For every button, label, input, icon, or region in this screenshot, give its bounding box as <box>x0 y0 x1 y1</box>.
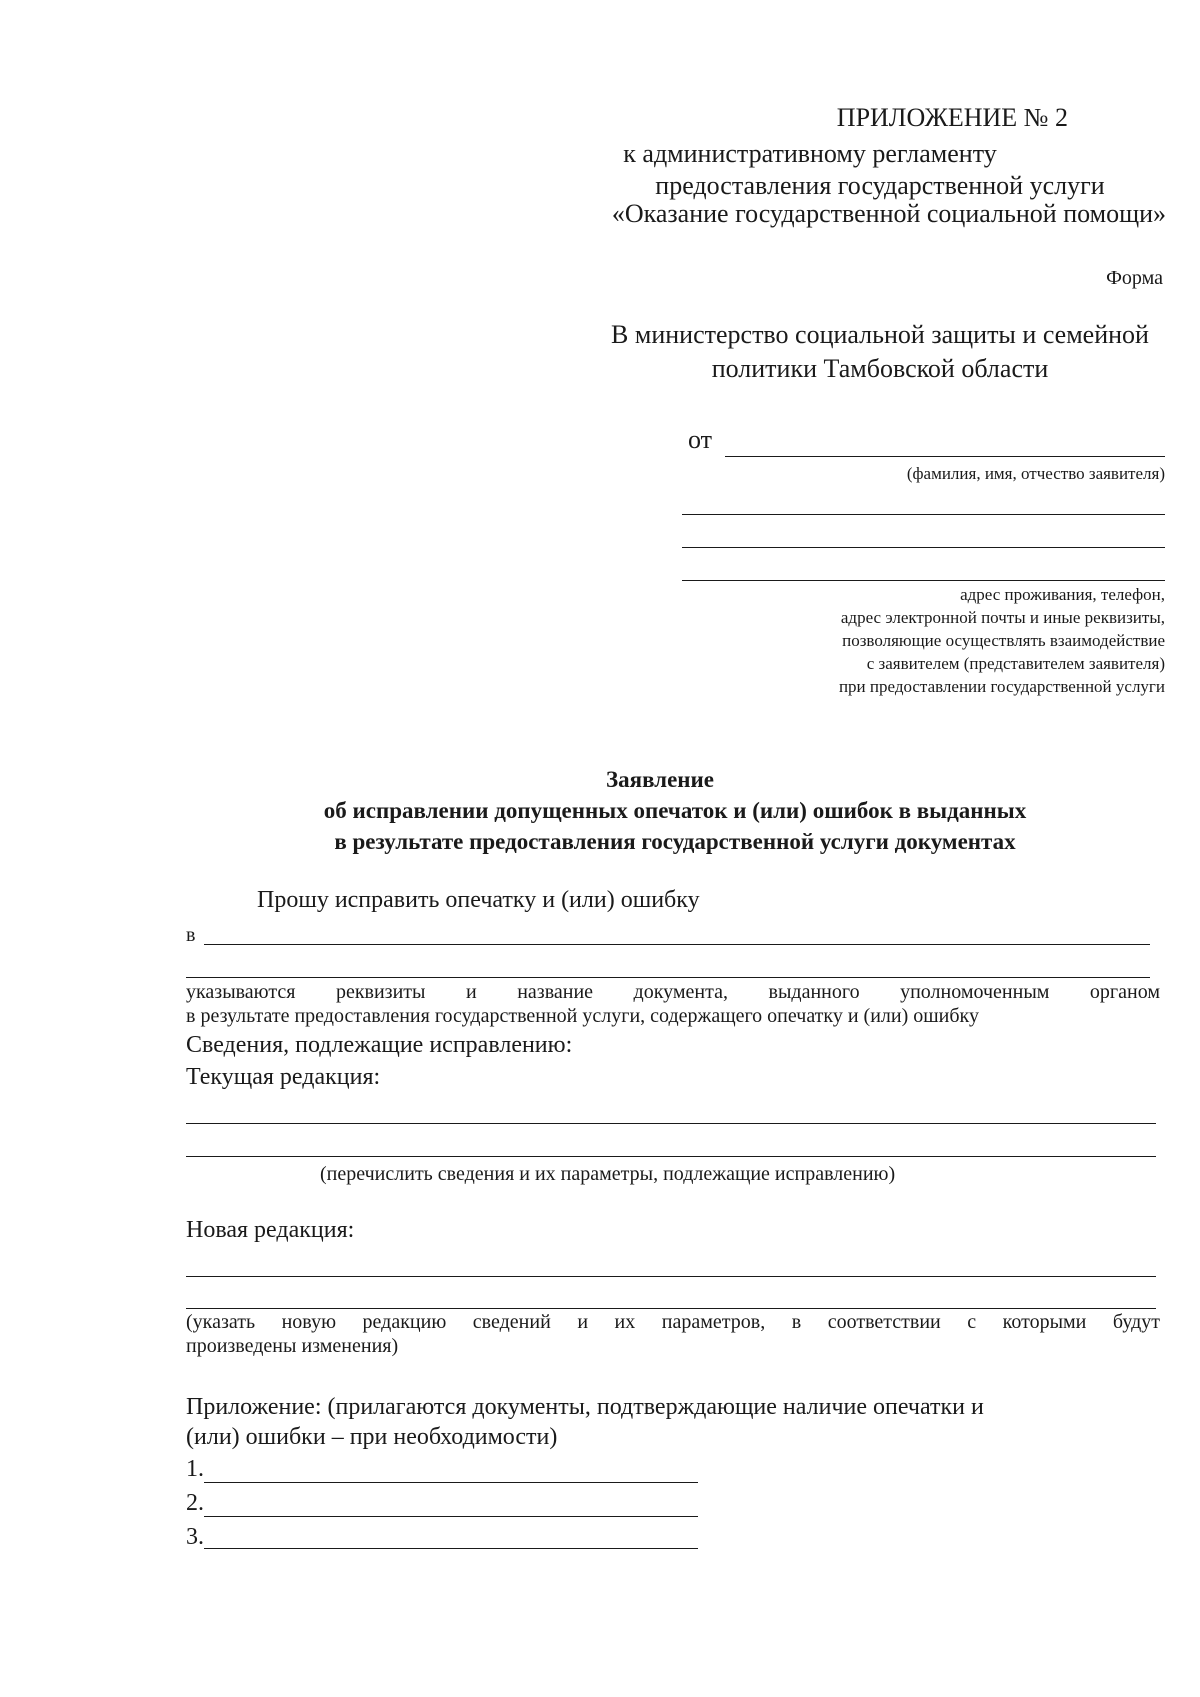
attachment-item-1-field[interactable] <box>204 1482 698 1483</box>
current-version-label: Текущая редакция: <box>186 1064 381 1090</box>
annex-number: ПРИЛОЖЕНИЕ № 2 <box>836 103 1068 132</box>
attachments-line1: Приложение: (прилагаются документы, подтверждающие наличие опечатки и <box>186 1394 984 1420</box>
annex-header <box>468 102 1068 134</box>
new-version-field-2[interactable] <box>186 1308 1156 1309</box>
attachment-item-1-number: 1. <box>186 1456 204 1482</box>
new-version-hint-line2: произведены изменения) <box>186 1335 399 1357</box>
addressee-line2: политики Тамбовской области <box>711 354 1049 383</box>
new-version-label: Новая редакция: <box>186 1217 355 1243</box>
new-version-hint <box>186 1310 1160 1358</box>
document-hint-line2: в результате предоставления государственной услуги, содержащего опечатку и (или) ошибку <box>186 1005 979 1027</box>
request-in-prefix: в <box>186 924 196 946</box>
current-version-field-1[interactable] <box>186 1123 1156 1124</box>
attachments-line2: (или) ошибки – при необходимости) <box>186 1424 558 1450</box>
current-version-hint: (перечислить сведения и их параметры, подлежащие исправлению) <box>320 1163 896 1185</box>
applicant-contact-hint <box>645 583 1165 698</box>
document-title <box>240 764 1110 857</box>
attachment-item-2-field[interactable] <box>204 1516 698 1517</box>
from-prefix: от <box>688 425 713 454</box>
contact-hint-line: при предоставлении государственной услуги <box>838 677 1165 696</box>
addressee-line1: В министерство социальной защиты и семейной <box>611 320 1149 349</box>
annex-service-name: «Оказание государственной социальной помощи» <box>611 199 1166 228</box>
applicant-contact-field-1[interactable] <box>682 514 1165 515</box>
document-hint <box>186 980 1160 1028</box>
title-line3: в результате предоставления государственной услуги документах <box>334 829 1016 854</box>
document-hint-line1: указываются реквизиты и название документа, выданного уполномоченным органом <box>186 981 1160 1003</box>
request-text: Прошу исправить опечатку и (или) ошибку <box>257 887 700 913</box>
contact-hint-line: адрес проживания, телефон, <box>960 585 1165 604</box>
annex-reference <box>540 138 1180 202</box>
applicant-name-hint: (фамилия, имя, отчество заявителя) <box>906 464 1165 483</box>
attachments-text <box>186 1392 1166 1452</box>
applicant-name-field[interactable] <box>725 456 1165 457</box>
addressee <box>560 318 1200 386</box>
form-label: Форма <box>1106 267 1163 289</box>
document-field-2[interactable] <box>186 977 1150 978</box>
annex-service: предоставления государственной услуги <box>655 171 1105 200</box>
attachment-item-3-field[interactable] <box>204 1548 698 1549</box>
contact-hint-line: позволяющие осуществлять взаимодействие <box>842 631 1165 650</box>
new-version-hint-line1: (указать новую редакцию сведений и их параметров, в соответствии с которыми будут <box>186 1311 1160 1333</box>
applicant-contact-field-3[interactable] <box>682 580 1165 581</box>
annex-regulation: к административному регламенту <box>623 139 997 168</box>
new-version-field-1[interactable] <box>186 1276 1156 1277</box>
title-line2: об исправлении допущенных опечаток и (или) ошибок в выданных <box>323 798 1027 823</box>
document-field-1[interactable] <box>204 944 1150 945</box>
corrections-header: Сведения, подлежащие исправлению: <box>186 1032 573 1058</box>
current-version-field-2[interactable] <box>186 1156 1156 1157</box>
attachment-item-2-number: 2. <box>186 1490 204 1516</box>
title-line1: Заявление <box>605 767 715 792</box>
contact-hint-line: адрес электронной почты и иные реквизиты, <box>840 608 1165 627</box>
applicant-contact-field-2[interactable] <box>682 547 1165 548</box>
contact-hint-line: с заявителем (представителем заявителя) <box>866 654 1165 673</box>
attachment-item-3-number: 3. <box>186 1524 204 1550</box>
